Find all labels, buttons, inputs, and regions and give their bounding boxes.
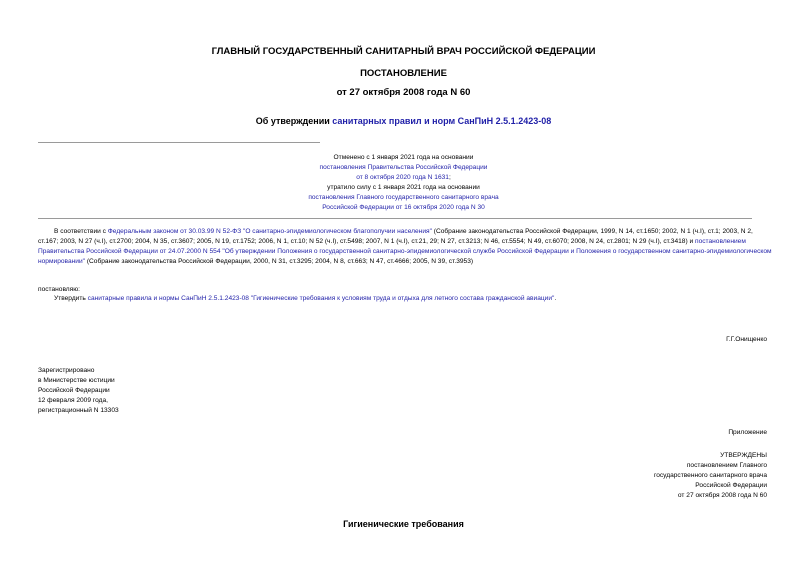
- approval-line: постановлением Главного: [686, 462, 767, 469]
- title-prefix: Об утверждении: [255, 116, 333, 126]
- section-title: Гигиенические требования: [343, 519, 464, 529]
- approval-line: от 27 октября 2008 года N 60: [677, 492, 767, 499]
- divider-top: [38, 142, 320, 143]
- preamble-paragraph: [38, 227, 772, 267]
- approval-block: [654, 451, 767, 501]
- registration-line: 12 февраля 2009 года,: [38, 397, 108, 404]
- cancel-link-chief-doctor-date[interactable]: Российской Федерации от 16 октября 2020 года N 30: [322, 204, 485, 211]
- resolve-label: постановляю:: [38, 286, 81, 293]
- title-link[interactable]: санитарных правил и норм СанПиН 2.5.1.2423-08: [332, 116, 552, 126]
- issuing-authority: ГЛАВНЫЙ ГОСУДАРСТВЕННЫЙ САНИТАРНЫЙ ВРАЧ РОССИЙСКОЙ ФЕДЕРАЦИИ: [211, 46, 596, 57]
- cancel-link-chief-doctor-decree[interactable]: постановления Главного государственного санитарного врача: [308, 194, 499, 201]
- document-title: [0, 116, 807, 126]
- cancel-link-decree-date[interactable]: от 8 октября 2020 года N 1631: [356, 174, 449, 181]
- approval-line: УТВЕРЖДЕНЫ: [720, 452, 767, 459]
- appendix-label: Приложение: [728, 429, 767, 436]
- registration-line: регистрационный N 13303: [38, 407, 119, 414]
- registration-line: Российской Федерации: [38, 387, 110, 394]
- registration-line: в Министерстве юстиции: [38, 377, 115, 384]
- resolve-paragraph: [54, 294, 772, 304]
- preamble-text-1: В соответствии с: [54, 228, 108, 235]
- signature: Г.Г.Онищенко: [726, 336, 767, 343]
- approval-line: государственного санитарного врача: [653, 472, 767, 479]
- approval-line: Российской Федерации: [695, 482, 767, 489]
- divider-bottom: [38, 218, 752, 219]
- document-type: ПОСТАНОВЛЕНИЕ: [360, 68, 447, 79]
- sanpin-link[interactable]: санитарные правила и нормы СанПиН 2.5.1.2423-08 "Гигиенические требования к условиям труда и отдыха для летного состава гражданской авиации": [87, 295, 555, 302]
- cancel-suffix: ;: [448, 174, 451, 181]
- registration-line: Зарегистрировано: [38, 367, 95, 374]
- preamble-text-2: (Собрание законодательства Российской Федерации, 1999, N 14, ст.1650; 2002, N 1 (ч.I), ст.1; 2003, N 2, ст.167; 2003, N 27 (ч.I), ст.2700; 2004, N 35, ст.3607; 2005, N 19, ст.1752; 2006, N 1, ст.10; N 52 (ч.I), ст.5498; 2007, N 1 (ч.I), ст.21, 29; N 27, ст.3213; N 46, ст.5554; N 49, ст.6070; 2008, N 24, ст.2801; N 29 (ч.I), ст.3418) и: [38, 228, 753, 245]
- cancel-note: [0, 153, 807, 213]
- resolve-text-2: .: [554, 295, 557, 302]
- preamble-text-3: (Собрание законодательства Российской Федерации, 2000, N 31, ст.3295; 2004, N 8, ст.663; N 47, ст.4666; 2005, N 39, ст.3953): [84, 258, 474, 265]
- cancel-line-2: утратило силу с 1 января 2021 года на основании: [327, 184, 480, 191]
- registration-block: [38, 366, 119, 416]
- cancel-link-government-decree[interactable]: постановления Правительства Российской Федерации: [319, 164, 488, 171]
- resolve-text-1: Утвердить: [54, 295, 88, 302]
- government-decree-link[interactable]: постановлением Правительства Российской Федерации от 24.07.2000 N 554 "Об утверждении Положения о государственной санитарно-эпидемиологической службе Российской Федерации и Положения о государственном санитарно-эпидемиологическом нормировании": [38, 238, 772, 265]
- cancel-line-1: Отменено с 1 января 2021 года на основании: [333, 154, 474, 161]
- federal-law-link[interactable]: Федеральным законом от 30.03.99 N 52-ФЗ "О санитарно-эпидемиологическом благополучии населения": [107, 228, 432, 235]
- document-date-number: от 27 октября 2008 года N 60: [336, 87, 471, 98]
